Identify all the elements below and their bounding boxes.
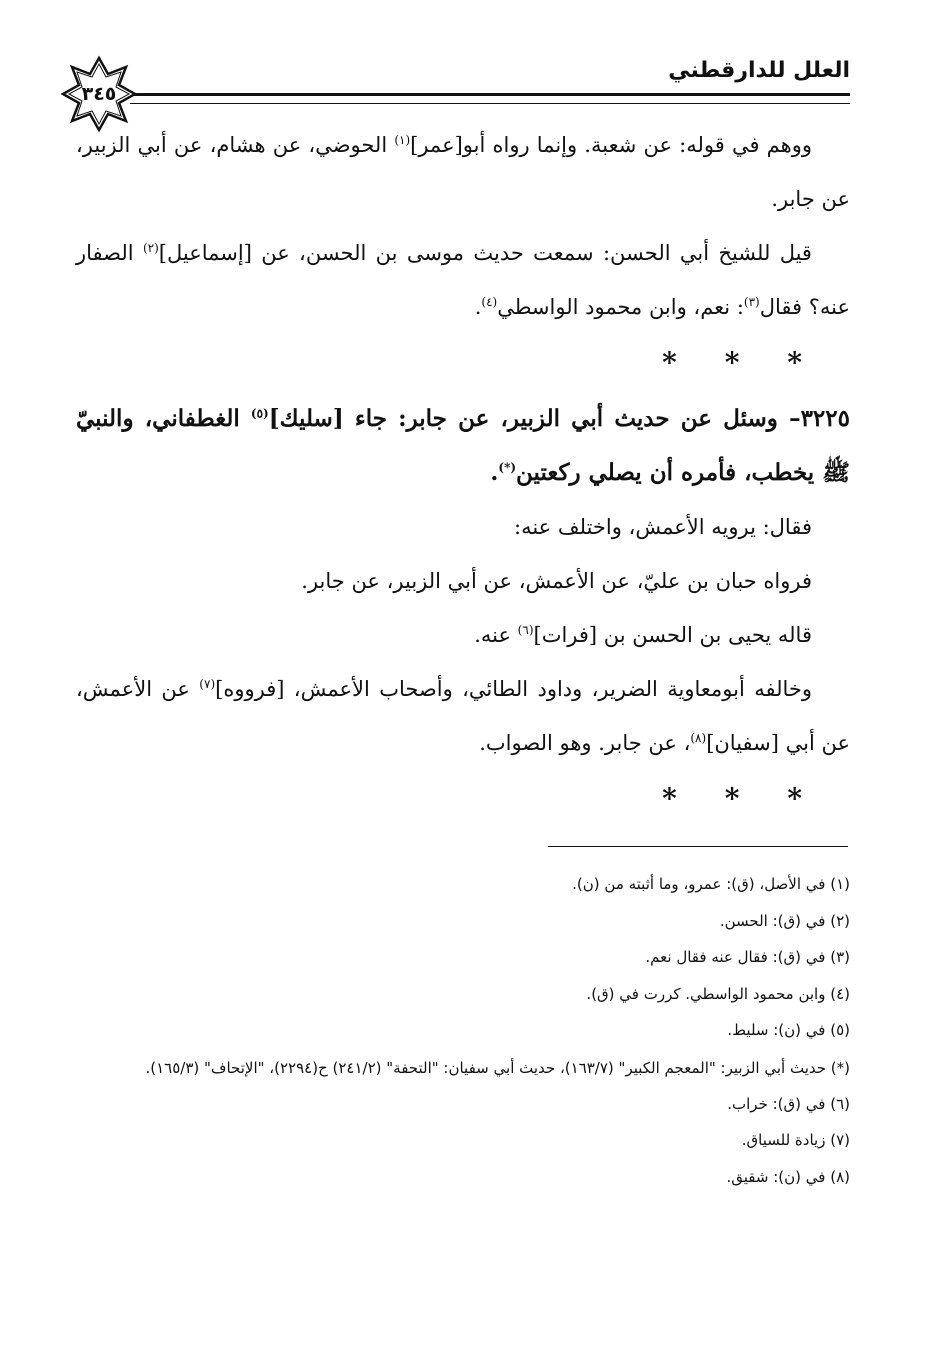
footnote: (٨) في (ن): شقيق. — [726, 1167, 850, 1186]
footnote-ref: (٦) — [517, 623, 534, 637]
footnote-ref: (٥) — [250, 406, 269, 421]
paragraph-6: قاله يحيى بن الحسن بن [فرات]$^{(٦)}$ عنه. — [474, 623, 812, 647]
running-header-title: العلل للدارقطني — [668, 58, 850, 83]
hadith-number: ٣٢٢٥ — [800, 405, 850, 432]
footnote: (٣) في (ق): فقال عنه فقال نعم. — [645, 948, 850, 966]
paragraph-4: فقال: يرويه الأعمش، واختلف عنه: — [514, 515, 812, 539]
paragraph-5: فرواه حبان بن عليّ، عن الأعمش، عن أبي الزبير، عن جابر. — [301, 569, 812, 593]
footnote: (١) في الأصل، (ق): عمرو، وما أثبته من (ن). — [572, 875, 850, 893]
footnote: (٥) في (ن): سليط. — [727, 1021, 850, 1039]
footnote-ref: (٣) — [743, 295, 760, 309]
footnote-ref: (٢) — [142, 241, 159, 255]
footnote-ref: (٧) — [199, 677, 216, 691]
footnote-ref: (٤) — [481, 295, 498, 309]
footnote: (٤) وابن محمود الواسطي. كررت في (ق). — [586, 984, 850, 1003]
hadith-heading: ٣٢٢٥– وسئل عن حديث أبي الزبير، عن جابر: جاء [سليك]$^{(٥)}$ الغطفاني، والنبيّ ﷺ يخطب، فأمره أن يصلي ركعتين(*). — [76, 405, 850, 486]
footnote: (٢) في (ق): الحسن. — [719, 911, 850, 930]
section-separator-stars: *** — [662, 346, 850, 379]
main-text — [76, 118, 850, 828]
page-number: ٣٤٥ — [81, 83, 117, 105]
header-rule — [130, 93, 850, 104]
footnote-ref: (*) — [498, 460, 517, 475]
footnote: (*) حديث أبي الزبير: "المعجم الكبير" (١٦٣/٧)، حديث أبي سفيان: "التحفة" (٢٤١/٢) ح(٢٢٩٤)، "الإتحاف" (١٦٥/٣). — [145, 1058, 850, 1077]
paragraph-1: ووهم في قوله: عن شعبة. وإنما رواه أبو[عمر]$^{(١)}$ الحوضي، عن هشام، عن أبي الزبير، عن جابر. — [76, 133, 850, 211]
paragraph-7: وخالفه أبومعاوية الضرير، وداود الطائي، وأصحاب الأعمش، [فرووه]$^{(٧)}$ عن الأعمش، عن أبي [سفيان]$^{(٨)}$، عن جابر. وهو الصواب. — [76, 677, 850, 755]
footnote: (٦) في (ق): خراب. — [727, 1094, 850, 1113]
footnote-ref: (٨) — [690, 731, 707, 745]
footnote-ref: (١) — [394, 133, 411, 147]
footnotes — [76, 866, 850, 1195]
footnote: (٧) زيادة للسياق. — [741, 1131, 850, 1149]
paragraph-2: قيل للشيخ أبي الحسن: سمعت حديث موسى بن الحسن، عن [إسماعيل]$^{(٢)}$ الصفار عنه؟ فقال$^{(٣)}$: نعم، وابن محمود الواسطي$^{(٤)}$. — [76, 241, 850, 319]
section-separator-stars: *** — [662, 782, 850, 815]
footnote-rule — [548, 846, 848, 847]
